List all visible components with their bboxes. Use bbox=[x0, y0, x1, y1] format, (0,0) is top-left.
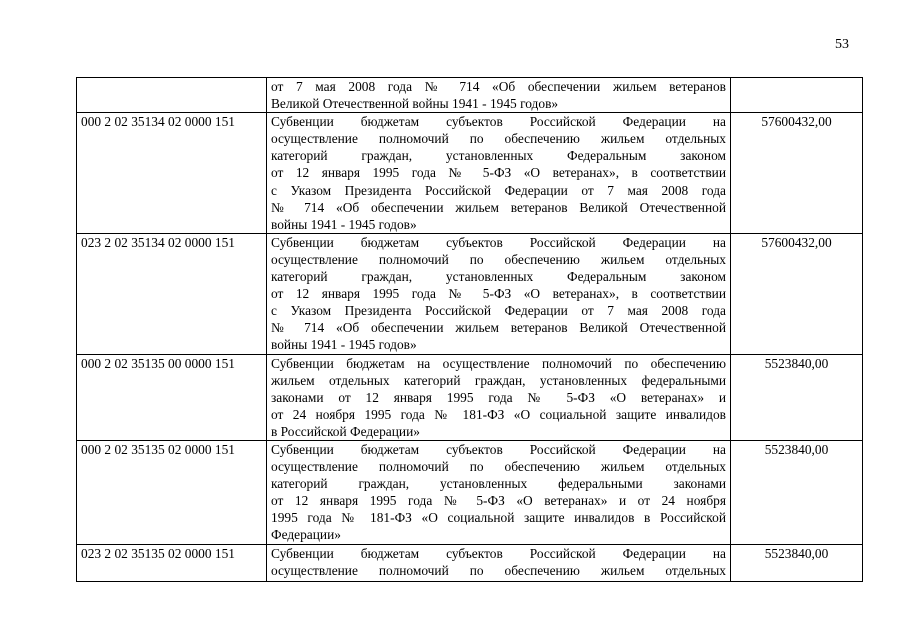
budget-code-cell: 000 2 02 35135 02 0000 151 bbox=[77, 440, 267, 544]
description-line: № 714 «Об обеспечении жильем ветеранов Великой Отечественной bbox=[271, 320, 726, 336]
description-line: от 12 января 1995 года № 5-ФЗ «О ветеранах», в соответствии bbox=[271, 286, 726, 302]
description-line: осуществление полномочий по обеспечению жильем отдельных bbox=[271, 459, 726, 475]
table-row bbox=[77, 440, 863, 544]
amount-cell: 5523840,00 bbox=[731, 354, 863, 440]
table-row bbox=[77, 78, 863, 113]
description-line: от 12 января 1995 года № 5-ФЗ «О ветеранах», в соответствии bbox=[271, 165, 726, 181]
budget-code-cell: 000 2 02 35134 02 0000 151 bbox=[77, 113, 267, 234]
amount-cell bbox=[731, 78, 863, 113]
budget-code-cell bbox=[77, 78, 267, 113]
budget-code-cell: 023 2 02 35134 02 0000 151 bbox=[77, 233, 267, 354]
description-line: осуществление полномочий по обеспечению жильем отдельных bbox=[271, 131, 726, 147]
table-row bbox=[77, 354, 863, 440]
description-line: в Российской Федерации» bbox=[271, 423, 420, 439]
description-line: № 714 «Об обеспечении жильем ветеранов Великой Отечественной bbox=[271, 199, 726, 215]
description-line: с Указом Президента Российской Федерации от 7 мая 2008 года bbox=[271, 182, 726, 198]
description-cell bbox=[267, 233, 731, 354]
description-line: Субвенции бюджетам на осуществление полномочий по обеспечению bbox=[271, 355, 726, 371]
description-cell bbox=[267, 440, 731, 544]
description-line: Субвенции бюджетам субъектов Российской Федерации на bbox=[271, 545, 726, 561]
description-cell bbox=[267, 78, 731, 113]
budget-code-cell: 023 2 02 35135 02 0000 151 bbox=[77, 544, 267, 581]
amount-cell: 5523840,00 bbox=[731, 544, 863, 581]
description-line: Субвенции бюджетам субъектов Российской Федерации на bbox=[271, 441, 726, 457]
description-line: войны 1941 - 1945 годов» bbox=[271, 337, 417, 353]
table-row bbox=[77, 544, 863, 581]
budget-revenue-table bbox=[76, 77, 863, 582]
table-row bbox=[77, 233, 863, 354]
description-line: жильем отдельных категорий граждан, установленных федеральными bbox=[271, 372, 726, 388]
description-line: осуществление полномочий по обеспечению жильем отдельных bbox=[271, 562, 726, 578]
description-line: Субвенции бюджетам субъектов Российской Федерации на bbox=[271, 114, 726, 130]
description-line: Великой Отечественной войны 1941 - 1945 годов» bbox=[271, 96, 559, 112]
description-line: категорий граждан, установленных Федеральным законом bbox=[271, 269, 726, 285]
description-line: от 24 ноября 1995 года № 181-ФЗ «О социальной защите инвалидов bbox=[271, 406, 726, 422]
description-line: категорий граждан, установленных Федеральным законом bbox=[271, 148, 726, 164]
page-number: 53 bbox=[835, 37, 849, 52]
description-cell bbox=[267, 354, 731, 440]
description-cell bbox=[267, 544, 731, 581]
description-line: войны 1941 - 1945 годов» bbox=[271, 216, 417, 232]
description-cell bbox=[267, 113, 731, 234]
table-row bbox=[77, 113, 863, 234]
amount-cell: 57600432,00 bbox=[731, 233, 863, 354]
description-line: категорий граждан, установленных федеральными законами bbox=[271, 476, 726, 492]
description-line: 1995 года № 181-ФЗ «О социальной защите инвалидов в Российской bbox=[271, 510, 726, 526]
description-line: от 7 мая 2008 года № 714 «Об обеспечении жильем ветеранов bbox=[271, 79, 726, 94]
description-line: Субвенции бюджетам субъектов Российской Федерации на bbox=[271, 234, 726, 250]
description-line: осуществление полномочий по обеспечению жильем отдельных bbox=[271, 251, 726, 267]
amount-cell: 5523840,00 bbox=[731, 440, 863, 544]
description-line: Федерации» bbox=[271, 527, 341, 543]
description-line: от 12 января 1995 года № 5-ФЗ «О ветеранах» и от 24 ноября bbox=[271, 493, 726, 509]
budget-code-cell: 000 2 02 35135 00 0000 151 bbox=[77, 354, 267, 440]
amount-cell: 57600432,00 bbox=[731, 113, 863, 234]
description-line: с Указом Президента Российской Федерации от 7 мая 2008 года bbox=[271, 303, 726, 319]
description-line: законами от 12 января 1995 года № 5-ФЗ «О ветеранах» и bbox=[271, 389, 726, 405]
